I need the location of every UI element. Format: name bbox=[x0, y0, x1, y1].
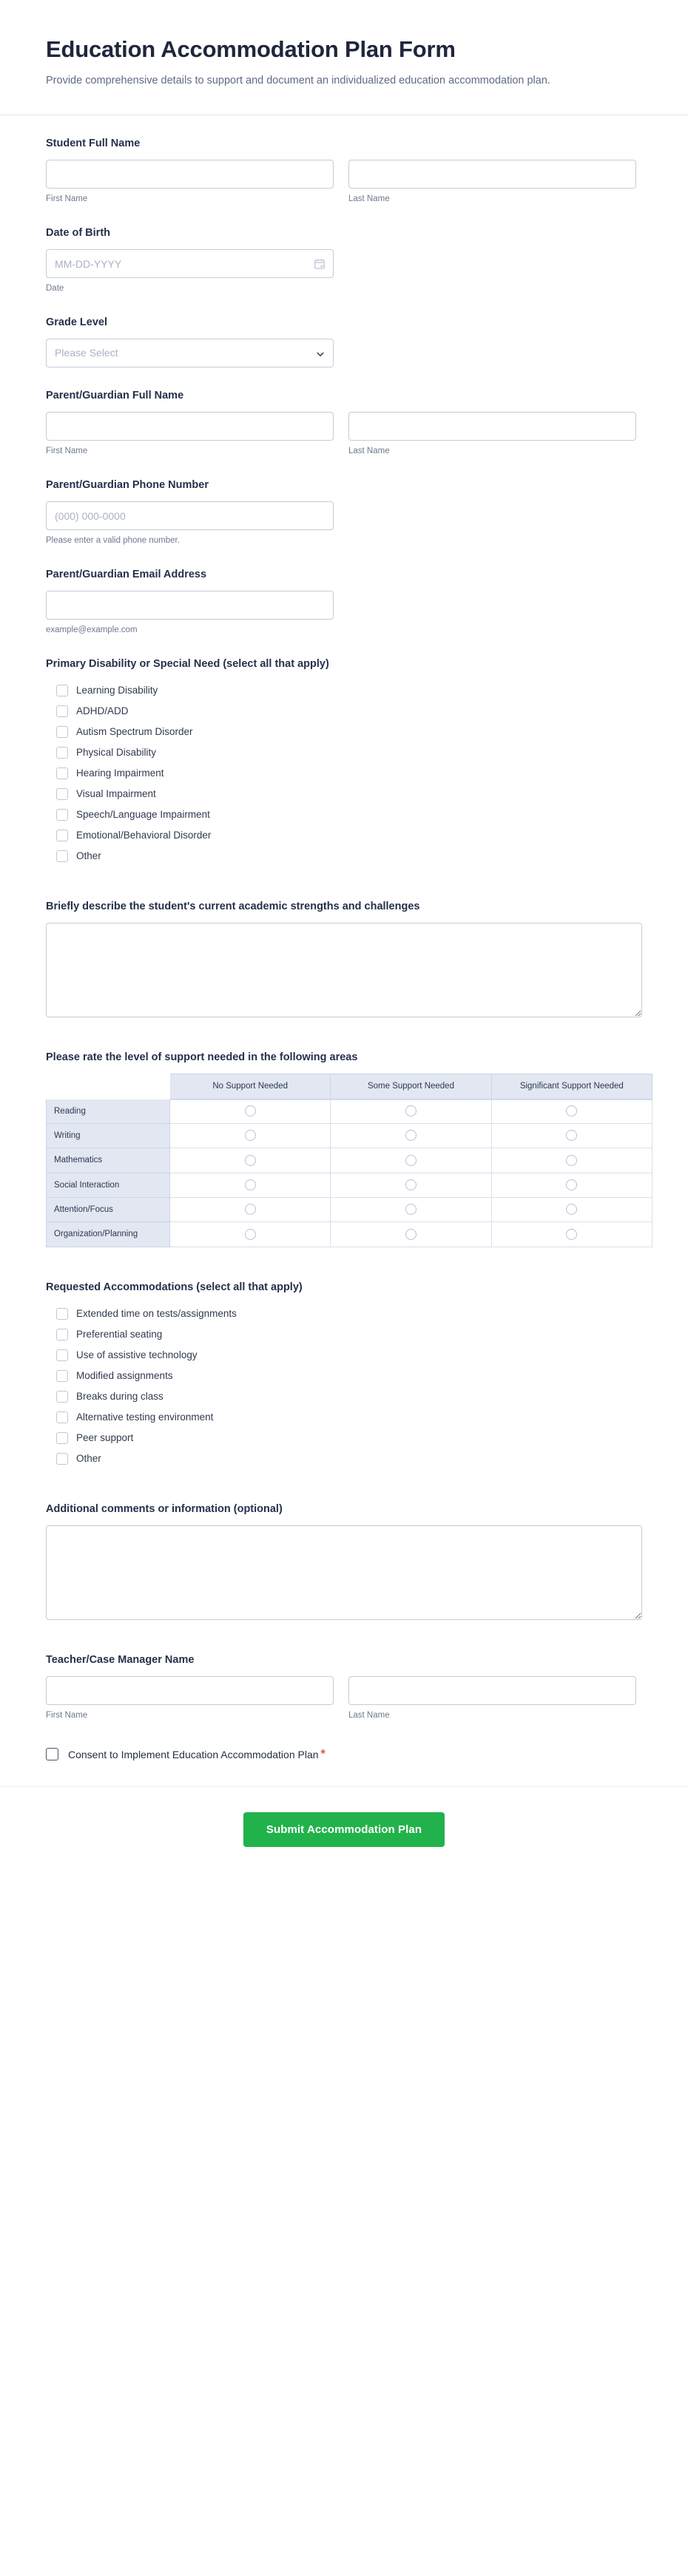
accommodation-option-label: Other bbox=[76, 1452, 101, 1464]
matrix-row-label-1: Writing bbox=[46, 1124, 170, 1148]
disability-option-label: Learning Disability bbox=[76, 685, 158, 696]
parent-email-input[interactable] bbox=[46, 591, 334, 620]
matrix-cell-4-1[interactable] bbox=[331, 1198, 491, 1222]
disability-option-2[interactable] bbox=[46, 722, 642, 742]
accommodation-option-label: Breaks during class bbox=[76, 1390, 163, 1402]
disability-option-label: Emotional/Behavioral Disorder bbox=[76, 830, 212, 841]
matrix-cell-0-1[interactable] bbox=[331, 1099, 491, 1124]
student-name-row bbox=[46, 160, 642, 205]
field-student-full-name bbox=[46, 136, 642, 205]
field-parent-phone bbox=[46, 478, 642, 546]
teacher-last-name-input[interactable] bbox=[348, 1676, 636, 1705]
field-requested-accommodations bbox=[46, 1280, 642, 1469]
radio-icon[interactable] bbox=[405, 1105, 416, 1116]
matrix-cell-2-1[interactable] bbox=[331, 1148, 491, 1173]
table-row bbox=[46, 1222, 652, 1247]
page-title: Education Accommodation Plan Form bbox=[46, 36, 456, 62]
dob-input-wrap bbox=[46, 249, 334, 278]
support-matrix-table bbox=[46, 1074, 652, 1247]
matrix-cell-1-2[interactable] bbox=[492, 1124, 652, 1148]
checkbox-icon[interactable] bbox=[56, 1453, 68, 1465]
matrix-cell-5-1[interactable] bbox=[331, 1222, 491, 1247]
consent-label: Consent to Implement Education Accommodation Plan bbox=[68, 1748, 319, 1760]
parent-first-name-input[interactable] bbox=[46, 412, 334, 441]
page-subtitle: Provide comprehensive details to support and document an individualized education accommodation plan. bbox=[46, 74, 550, 87]
checkbox-icon[interactable] bbox=[56, 1329, 68, 1340]
radio-icon[interactable] bbox=[245, 1204, 256, 1215]
disability-checkbox-list bbox=[46, 680, 642, 867]
disability-option-label: Other bbox=[76, 850, 101, 861]
checkbox-icon[interactable] bbox=[56, 809, 68, 821]
accommodation-option-label: Modified assignments bbox=[76, 1369, 173, 1381]
matrix-cell-1-1[interactable] bbox=[331, 1124, 491, 1148]
parent-phone-label: Parent/Guardian Phone Number bbox=[46, 479, 209, 492]
matrix-cell-2-0[interactable] bbox=[170, 1148, 331, 1173]
disability-option-1[interactable] bbox=[46, 701, 642, 722]
teacher-first-name-col bbox=[46, 1676, 334, 1721]
field-strengths-challenges bbox=[46, 899, 642, 1017]
field-parent-full-name bbox=[46, 388, 642, 457]
accommodation-option-label: Alternative testing environment bbox=[76, 1411, 214, 1423]
disability-option-label: Physical Disability bbox=[76, 747, 157, 758]
parent-last-name-input[interactable] bbox=[348, 412, 636, 441]
checkbox-icon[interactable] bbox=[56, 685, 68, 696]
accommodation-option-6[interactable] bbox=[46, 1428, 642, 1448]
matrix-corner-cell bbox=[46, 1074, 170, 1099]
matrix-cell-5-2[interactable] bbox=[492, 1222, 652, 1247]
checkbox-icon[interactable] bbox=[56, 1308, 68, 1320]
radio-icon[interactable] bbox=[566, 1105, 577, 1116]
radio-icon[interactable] bbox=[245, 1155, 256, 1166]
table-row bbox=[46, 1148, 652, 1173]
matrix-cell-0-2[interactable] bbox=[492, 1099, 652, 1124]
parent-last-name-col bbox=[348, 412, 636, 457]
student-name-label: Student Full Name bbox=[46, 138, 141, 150]
teacher-name-label: Teacher/Case Manager Name bbox=[46, 1653, 195, 1666]
spacer bbox=[46, 1038, 642, 1050]
parent-phone-input[interactable] bbox=[46, 501, 334, 530]
accommodation-option-label: Extended time on tests/assignments bbox=[76, 1307, 237, 1319]
matrix-col-header-0: No Support Needed bbox=[170, 1074, 331, 1099]
matrix-row-label-2: Mathematics bbox=[46, 1148, 170, 1173]
student-last-name-input[interactable] bbox=[348, 160, 636, 189]
grade-level-label: Grade Level bbox=[46, 316, 108, 329]
required-asterisk: * bbox=[320, 1747, 326, 1760]
checkbox-icon[interactable] bbox=[56, 830, 68, 841]
accommodation-option-label: Preferential seating bbox=[76, 1328, 163, 1340]
consent-checkbox-icon[interactable] bbox=[46, 1748, 58, 1760]
disability-option-3[interactable] bbox=[46, 742, 642, 763]
parent-email-sublabel: example@example.com bbox=[46, 626, 138, 635]
parent-last-name-sublabel: Last Name bbox=[348, 447, 390, 456]
parent-name-row bbox=[46, 412, 642, 457]
radio-icon[interactable] bbox=[405, 1155, 416, 1166]
disability-option-label: Speech/Language Impairment bbox=[76, 809, 210, 820]
accommodations-label: Requested Accommodations (select all that apply) bbox=[46, 1281, 303, 1293]
radio-icon[interactable] bbox=[566, 1155, 577, 1166]
table-row bbox=[46, 1124, 652, 1148]
field-grade-level bbox=[46, 315, 642, 367]
matrix-cell-4-2[interactable] bbox=[492, 1198, 652, 1222]
student-last-name-sublabel: Last Name bbox=[348, 194, 390, 204]
consent-row[interactable] bbox=[46, 1748, 642, 1761]
radio-icon[interactable] bbox=[566, 1130, 577, 1141]
field-additional-comments bbox=[46, 1502, 642, 1620]
matrix-cell-3-0[interactable] bbox=[170, 1173, 331, 1198]
additional-comments-label: Additional comments or information (optional) bbox=[46, 1502, 283, 1515]
support-matrix-wrap bbox=[46, 1074, 642, 1247]
submit-button[interactable]: Submit Accommodation Plan bbox=[243, 1812, 445, 1847]
checkbox-icon[interactable] bbox=[56, 1391, 68, 1403]
accommodations-checkbox-list bbox=[46, 1304, 642, 1469]
checkbox-icon[interactable] bbox=[56, 1370, 68, 1382]
matrix-row-label-5: Organization/Planning bbox=[46, 1222, 170, 1247]
matrix-cell-0-0[interactable] bbox=[170, 1099, 331, 1124]
accommodation-option-0[interactable] bbox=[46, 1304, 642, 1324]
matrix-col-header-1: Some Support Needed bbox=[331, 1074, 491, 1099]
disability-option-label: Autism Spectrum Disorder bbox=[76, 726, 193, 737]
radio-icon[interactable] bbox=[405, 1229, 416, 1240]
accommodation-option-label: Peer support bbox=[76, 1431, 134, 1443]
disability-label: Primary Disability or Special Need (select all that apply) bbox=[46, 658, 329, 671]
matrix-cell-5-0[interactable] bbox=[170, 1222, 331, 1247]
matrix-header-row bbox=[46, 1074, 652, 1099]
table-row bbox=[46, 1198, 652, 1222]
matrix-row-label-3: Social Interaction bbox=[46, 1173, 170, 1198]
table-row bbox=[46, 1099, 652, 1124]
spacer bbox=[46, 1641, 642, 1653]
form-header bbox=[0, 0, 688, 115]
checkbox-icon[interactable] bbox=[56, 1432, 68, 1444]
disability-option-5[interactable] bbox=[46, 784, 642, 804]
parent-phone-sublabel: Please enter a valid phone number. bbox=[46, 536, 180, 546]
form-body bbox=[0, 115, 688, 1760]
field-teacher-name bbox=[46, 1653, 642, 1721]
matrix-cell-1-0[interactable] bbox=[170, 1124, 331, 1148]
matrix-cell-4-0[interactable] bbox=[170, 1198, 331, 1222]
spacer bbox=[46, 887, 642, 899]
matrix-cell-3-2[interactable] bbox=[492, 1173, 652, 1198]
grade-level-select-wrap bbox=[46, 339, 334, 367]
student-first-name-col bbox=[46, 160, 334, 205]
disability-option-label: Visual Impairment bbox=[76, 788, 156, 799]
table-row bbox=[46, 1173, 652, 1198]
checkbox-icon[interactable] bbox=[56, 850, 68, 862]
radio-icon[interactable] bbox=[245, 1179, 256, 1190]
accommodation-option-2[interactable] bbox=[46, 1345, 642, 1366]
support-matrix-label: Please rate the level of support needed in the following areas bbox=[46, 1051, 358, 1064]
matrix-row-label-0: Reading bbox=[46, 1099, 170, 1124]
radio-icon[interactable] bbox=[566, 1179, 577, 1190]
accommodation-option-3[interactable] bbox=[46, 1366, 642, 1386]
spacer bbox=[46, 1490, 642, 1502]
checkbox-icon[interactable] bbox=[56, 1349, 68, 1361]
teacher-last-name-col bbox=[348, 1676, 636, 1721]
accommodation-option-7[interactable] bbox=[46, 1448, 642, 1469]
disability-option-8[interactable] bbox=[46, 846, 642, 867]
radio-icon[interactable] bbox=[405, 1204, 416, 1215]
radio-icon[interactable] bbox=[245, 1105, 256, 1116]
checkbox-icon[interactable] bbox=[56, 726, 68, 738]
dob-sublabel: Date bbox=[46, 284, 64, 294]
parent-name-label: Parent/Guardian Full Name bbox=[46, 390, 184, 402]
strengths-textarea[interactable] bbox=[46, 923, 642, 1017]
field-date-of-birth bbox=[46, 226, 642, 294]
radio-icon[interactable] bbox=[405, 1130, 416, 1141]
student-last-name-col bbox=[348, 160, 636, 205]
dob-input[interactable] bbox=[46, 249, 334, 278]
parent-first-name-col bbox=[46, 412, 334, 457]
radio-icon[interactable] bbox=[405, 1179, 416, 1190]
matrix-col-header-2: Significant Support Needed bbox=[492, 1074, 652, 1099]
matrix-cell-2-2[interactable] bbox=[492, 1148, 652, 1173]
checkbox-icon[interactable] bbox=[56, 747, 68, 759]
accommodation-option-4[interactable] bbox=[46, 1386, 642, 1407]
accommodation-option-1[interactable] bbox=[46, 1324, 642, 1345]
radio-icon[interactable] bbox=[566, 1204, 577, 1215]
checkbox-icon[interactable] bbox=[56, 1411, 68, 1423]
accommodation-option-5[interactable] bbox=[46, 1407, 642, 1428]
dob-label: Date of Birth bbox=[46, 227, 110, 240]
teacher-first-name-input[interactable] bbox=[46, 1676, 334, 1705]
disability-option-label: Hearing Impairment bbox=[76, 767, 164, 779]
checkbox-icon[interactable] bbox=[56, 788, 68, 800]
parent-first-name-sublabel: First Name bbox=[46, 447, 88, 456]
strengths-label: Briefly describe the student's current academic strengths and challenges bbox=[46, 901, 420, 913]
disability-option-4[interactable] bbox=[46, 763, 642, 784]
additional-comments-textarea[interactable] bbox=[46, 1525, 642, 1620]
matrix-row-label-4: Attention/Focus bbox=[46, 1198, 170, 1222]
grade-level-select[interactable]: Please Select bbox=[46, 339, 334, 367]
student-first-name-sublabel: First Name bbox=[46, 194, 88, 204]
field-primary-disability bbox=[46, 657, 642, 867]
teacher-last-name-sublabel: Last Name bbox=[348, 1710, 390, 1720]
form-footer bbox=[0, 1786, 688, 1880]
parent-email-label: Parent/Guardian Email Address bbox=[46, 569, 207, 581]
teacher-first-name-sublabel: First Name bbox=[46, 1710, 88, 1720]
checkbox-icon[interactable] bbox=[56, 705, 68, 717]
teacher-name-row bbox=[46, 1676, 642, 1721]
student-first-name-input[interactable] bbox=[46, 160, 334, 189]
disability-option-0[interactable] bbox=[46, 680, 642, 701]
radio-icon[interactable] bbox=[566, 1229, 577, 1240]
parent-phone-wrap bbox=[46, 501, 334, 530]
matrix-cell-3-1[interactable] bbox=[331, 1173, 491, 1198]
field-support-matrix bbox=[46, 1050, 642, 1247]
field-parent-email bbox=[46, 567, 642, 636]
radio-icon[interactable] bbox=[245, 1229, 256, 1240]
parent-email-wrap bbox=[46, 591, 334, 620]
spacer bbox=[46, 1268, 642, 1280]
radio-icon[interactable] bbox=[245, 1130, 256, 1141]
disability-option-label: ADHD/ADD bbox=[76, 705, 129, 716]
disability-option-6[interactable] bbox=[46, 804, 642, 825]
disability-option-7[interactable] bbox=[46, 825, 642, 846]
checkbox-icon[interactable] bbox=[56, 767, 68, 779]
accommodation-option-label: Use of assistive technology bbox=[76, 1349, 198, 1360]
